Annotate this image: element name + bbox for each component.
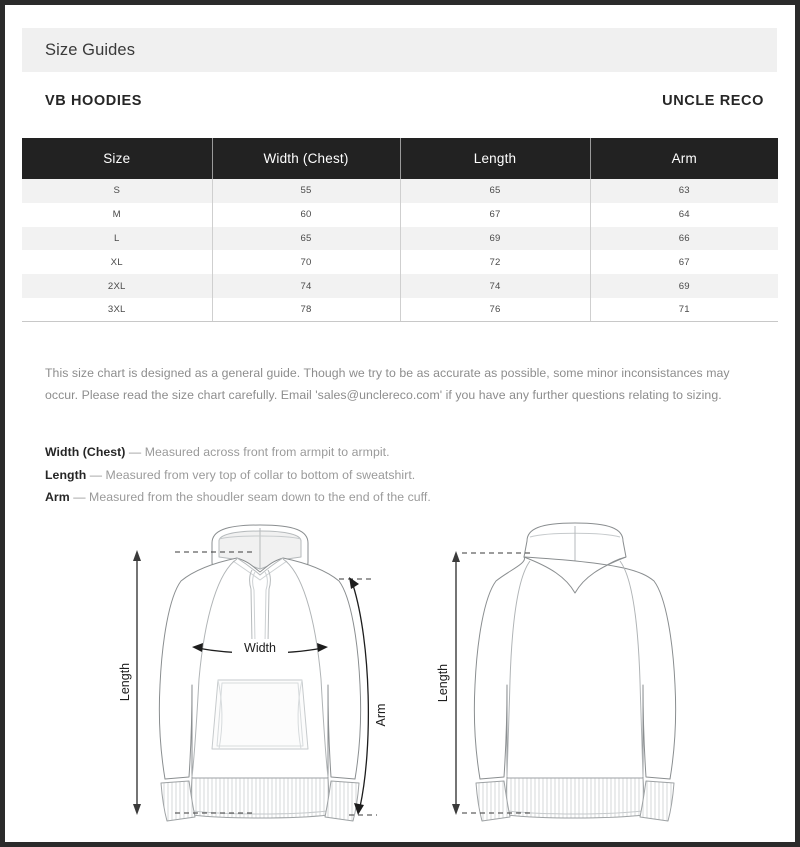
- table-row: [22, 250, 778, 274]
- left-cuff: [161, 781, 195, 821]
- waist-ribbing: [191, 778, 329, 818]
- back-right-cuff: [640, 781, 674, 821]
- table-row: [22, 274, 778, 298]
- table-row: [22, 203, 778, 227]
- cell-arm: 63: [590, 179, 778, 203]
- cell-size: XL: [22, 250, 212, 274]
- definition-term-width: Width (Chest): [45, 445, 126, 459]
- cell-size: 3XL: [22, 298, 212, 322]
- cell-length: 69: [400, 227, 590, 251]
- cell-size: L: [22, 227, 212, 251]
- back-waist-ribbing: [506, 778, 644, 818]
- cell-arm: 67: [590, 250, 778, 274]
- cell-width: 65: [212, 227, 400, 251]
- cell-length: 65: [400, 179, 590, 203]
- cell-width: 70: [212, 250, 400, 274]
- length-arrow-head-top: [133, 550, 141, 561]
- measurement-definitions: [45, 441, 745, 509]
- cell-length: 74: [400, 274, 590, 298]
- cell-width: 55: [212, 179, 400, 203]
- column-header-arm: Arm: [590, 138, 778, 179]
- length-label-back: Length: [436, 663, 450, 703]
- definition-length: [45, 464, 745, 487]
- hoodie-diagrams: [5, 515, 795, 835]
- width-label-front: Width: [244, 641, 276, 655]
- size-chart-table: [22, 138, 778, 322]
- hoodie-back-garment: [474, 523, 675, 821]
- arm-label-front: Arm: [374, 703, 388, 727]
- hoodie-front-garment: [159, 525, 360, 821]
- cell-arm: 64: [590, 203, 778, 227]
- cell-arm: 71: [590, 298, 778, 322]
- cell-size: M: [22, 203, 212, 227]
- cell-width: 74: [212, 274, 400, 298]
- back-left-cuff: [476, 781, 510, 821]
- column-header-width: Width (Chest): [212, 138, 400, 179]
- definition-width: [45, 441, 745, 464]
- brand-name: UNCLE RECO: [662, 93, 764, 109]
- definition-text-length: — Measured from very top of collar to bottom of sweatshirt.: [86, 467, 416, 482]
- definition-term-length: Length: [45, 467, 87, 482]
- table-header-row: [22, 138, 778, 179]
- cell-length: 67: [400, 203, 590, 227]
- cell-size: S: [22, 179, 212, 203]
- back-length-arrow-head-bottom: [452, 804, 460, 815]
- kangaroo-pocket: [212, 680, 308, 749]
- column-header-length: Length: [400, 138, 590, 179]
- size-chart-disclaimer: This size chart is designed as a general guide. Though we try to be as accurate as possible, some minor inconsistances may occur. Please read the size chart carefully. Email 'sales@unclereco.com' if you have any further questions relating to sizing.: [45, 366, 730, 402]
- column-header-size: Size: [22, 138, 212, 179]
- brand-row: [22, 93, 777, 109]
- hoodie-front-diagram: [115, 515, 405, 835]
- cell-length: 76: [400, 298, 590, 322]
- table-row: [22, 179, 778, 203]
- size-guides-header-band: [22, 28, 777, 72]
- length-arrow-head-bottom: [133, 804, 141, 815]
- length-label-front: Length: [118, 662, 132, 702]
- back-body-outline: [474, 557, 675, 780]
- back-length-arrow-head-top: [452, 551, 460, 562]
- table-row: [22, 298, 778, 322]
- cell-arm: 66: [590, 227, 778, 251]
- definition-arm: [45, 486, 745, 509]
- definition-text-width: — Measured across front from armpit to armpit.: [125, 445, 390, 459]
- hoodie-back-diagram: [430, 515, 720, 835]
- cell-width: 78: [212, 298, 400, 322]
- definition-text-arm: — Measured from the shoudler seam down to the end of the cuff.: [69, 490, 431, 505]
- size-guide-page: [5, 5, 795, 842]
- cell-size: 2XL: [22, 274, 212, 298]
- definition-term-arm: Arm: [45, 490, 70, 505]
- cell-arm: 69: [590, 274, 778, 298]
- table-row: [22, 227, 778, 251]
- cell-width: 60: [212, 203, 400, 227]
- product-name: VB HOODIES: [45, 93, 143, 109]
- size-guides-title: Size Guides: [45, 40, 136, 59]
- cell-length: 72: [400, 250, 590, 274]
